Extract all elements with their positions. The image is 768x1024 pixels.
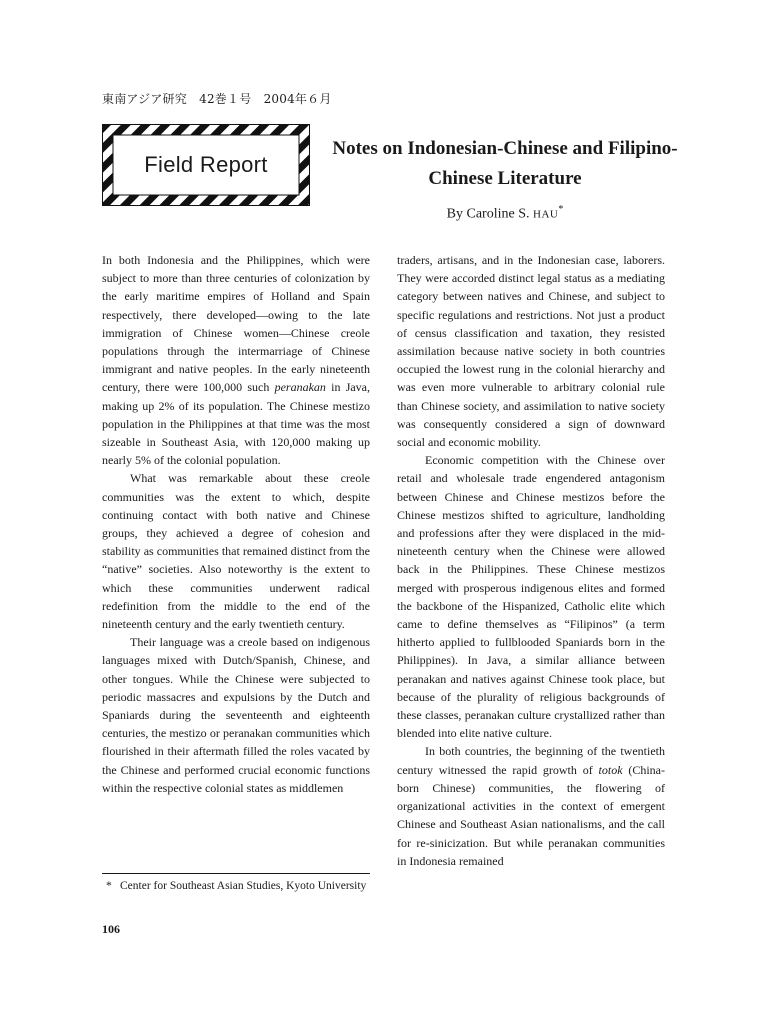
page-number: 106 bbox=[102, 922, 120, 936]
paragraph bbox=[397, 742, 665, 869]
author-footnote-mark: * bbox=[558, 204, 564, 215]
field-report-box bbox=[102, 124, 310, 206]
italic-term: peranakan bbox=[274, 380, 326, 395]
article-author bbox=[330, 204, 680, 223]
paragraph-text: In both Indonesia and the Philippines, which were subject to more than three centuries of colonization by the early maritime empires of Holland and Spain respectively, there developed—owing to the late immigration of Chinese women—Chinese creole populations through the intermarriage of Chinese immigrant and native peoples. In the early nineteenth century, there were 100,000 such bbox=[102, 253, 370, 395]
footnote-text: Center for Southeast Asian Studies, Kyoto University bbox=[120, 880, 367, 892]
paragraph bbox=[102, 251, 370, 469]
author-surname: HAU bbox=[533, 208, 559, 221]
field-report-label: Field Report bbox=[144, 152, 268, 177]
footnote bbox=[106, 879, 370, 894]
paragraph: Economic competition with the Chinese over retail and wholesale trade engendered antagonism between Chinese and Chinese mestizos before the Chinese mestizos shifted to agriculture, landholding and professions after they were displaced in the mid-nineteenth century when the Chinese were allowed back in the Philippines. These Chinese mestizos merged with prosperous indigenous elites and formed the backbone of the Hispanized, Catholic elite which came to define themselves as “Filipinos” (a term hitherto applied to fullblooded Spaniards born in the Philippines). In Java, a similar alliance between peranakan and natives against Chinese took place, but because of the plurality of religious backgrounds of these classes, peranakan culture crystallized rather than blended into elite native culture. bbox=[397, 453, 665, 741]
footnote-divider bbox=[102, 873, 370, 874]
paragraph: traders, artisans, and in the Indonesian case, laborers. They were accorded distinct legal status as a mediating category between natives and Chinese, and subject to specific regulations and restrictions. Not just a product of census classification and taxation, they resisted assimilation because native society in both countries occupied the lowest rung in the colonial hierarchy and was even more vulnerable to arbitrary colonial rule than Chinese society, and assimilation to native society was consequently considered a sign of downward social and economic mobility. bbox=[397, 253, 665, 450]
body-column-left bbox=[102, 251, 370, 797]
body-column-right bbox=[397, 251, 665, 870]
paragraph: What was remarkable about these creole communities was the extent to which, despite continuing contact with both native and Chinese groups, they achieved a degree of cohesion and stability as communities that remained distinct from the “native” societies. Also noteworthy is the extent to which these communities underwent radical redefinition from the middle to the end of the nineteenth century and the early twentieth century. bbox=[102, 471, 370, 632]
journal-header: 東南アジア研究 42巻１号 2004年６月 bbox=[102, 92, 332, 106]
paragraph-text: (China-born Chinese) communities, the flowering of organizational activities in the context of emergent Chinese and Southeast Asian nationalisms, and the call for re-sinicization. But while peranakan communities in Indonesia remained bbox=[397, 762, 666, 868]
author-prefix: By Caroline S. bbox=[446, 206, 533, 222]
article-title: Notes on Indonesian-Chinese and Filipino-Chinese Literature bbox=[332, 138, 678, 189]
footnote-mark: * bbox=[106, 880, 112, 892]
paragraph-text: In both countries, the beginning of the twentieth century witnessed the rapid growth of bbox=[397, 744, 665, 777]
italic-term: totok bbox=[598, 762, 623, 777]
paragraph: Their language was a creole based on indigenous languages mixed with Dutch/Spanish, Chinese, and other tongues. While the Chinese were subjected to periodic massacres and expulsions by the Dutch and Spaniards during the seventeenth and eighteenth centuries, the mestizo or peranakan communities which flourished in their aftermath filled the roles vacated by the Chinese and performed crucial economic functions within the respective colonial states as middlemen bbox=[102, 635, 370, 795]
paragraph-text: in Java, making up 2% of its population. The Chinese mestizo population in the Philippines at that time was the most sizeable in Southeast Asia, with 120,000 making up nearly 5% of the colonial population. bbox=[102, 380, 371, 468]
